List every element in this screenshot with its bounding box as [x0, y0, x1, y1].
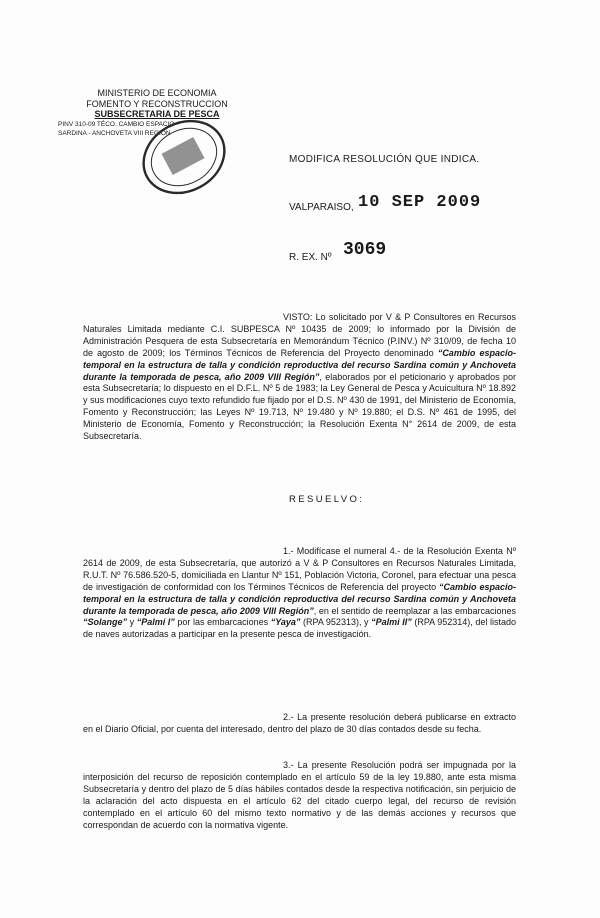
office-stamp [135, 118, 233, 196]
resolution-article-1: 1.- Modifícase el numeral 4.- de la Resolución Exenta Nº 2614 de 2009, de esta Subsecretaría, que autorizó a V & P Consultores en Recursos Naturales Limitada, R.U.T. Nº 76.586.520-5, domiciliada en Llantur Nº 151, Población Victoria, Coronel, para efectuar una pesca de investigación de conformidad con los Términos Técnicos de Referencia del proyecto “Cambio espacio-temporal en la estructura de talla y condición reproductiva del recurso Sardina común y Anchoveta durante la temporada de pesca, año 2009 VIII Región”, en el sentido de reemplazar a las embarcaciones “Solange” y “Palmi I” por las embarcaciones “Yaya” (RPA 952313), y “Palmi II” (RPA 952314), del listado de naves autorizadas a participar en la presente pesca de investigación. [83, 546, 517, 640]
resolution-article-3: 3.- La presente Resolución podrá ser impugnada por la interposición del recurso de reposición contemplado en el artículo 59 de la ley 19.880, ante esta misma Subsecretaría y dentro del plazo de 5 días hábiles contados desde la respectiva notificación, sin perjuicio de la aclaración del acto dispuesta en el artículo 62 del citado cuerpo legal, del recurso de revisión contemplado en el artículo 60 del mismo texto normativo y de las demás acciones y recursos que correspondan de acuerdo con la normativa vigente. [83, 760, 516, 830]
place-label: VALPARAISO, [289, 202, 354, 213]
date-stamp: 10 SEP 2009 [358, 193, 482, 212]
document-title: MODIFICA RESOLUCIÓN QUE INDICA. [289, 154, 480, 165]
reference-line-2: SARDINA - ANCHOVETA VIII REGIÓN [58, 129, 171, 137]
subsecretaria-line: SUBSECRETARIA DE PESCA [94, 109, 220, 119]
ministry-line-2: FOMENTO Y RECONSTRUCCION [86, 98, 228, 109]
reference-line-1: PINV 310-09 TÉCO. CAMBIO ESPACIO [58, 120, 175, 128]
resolution-number: 3069 [343, 240, 387, 260]
resolution-number-label: R. EX. Nº [289, 252, 332, 263]
resolution-article-2: 2.- La presente resolución deberá publicarse en extracto en el Diario Oficial, por cuenta del interesado, dentro del plazo de 30 días contados desde su fecha. [83, 712, 516, 734]
resuelvo-heading: RESUELVO: [289, 494, 365, 505]
visto-paragraph: VISTO: Lo solicitado por V & P Consultores en Recursos Naturales Limitada mediante C.I. SUBPESCA Nº 10435 de 2009; lo informado por la División de Administración Pesquera de esta Subsecretaría en Memorándum Técnico (P.INV.) Nº 310/09, de fecha 10 de agosto de 2009; los Términos Técnicos de Referencia del Proyecto denominado “Cambio espacio-temporal en la estructura de talla y condición reproductiva del recurso Sardina común y Anchoveta durante la temporada de pesca, año 2009 VIII Región”, elaborados por el peticionario y aprobados por esta Subsecretaría; lo dispuesto en el D.F.L. Nº 5 de 1983; la Ley General de Pesca y Acuicultura Nº 18.892 y sus modificaciones cuyo texto refundido fue fijado por el D.S. Nº 430 de 1991, del Ministerio de Economía, Fomento y Reconstrucción; las Leyes Nº 19.713, Nº 19.480 y Nº 19.880; el D.S. Nº 461 de 1995, del Ministerio de Economía, Fomento y Reconstrucción; la Resolución Exenta N° 2614 de 2009, de esta Subsecretaría. [83, 312, 516, 442]
ministry-line: MINISTERIO DE ECONOMIA [97, 88, 217, 98]
